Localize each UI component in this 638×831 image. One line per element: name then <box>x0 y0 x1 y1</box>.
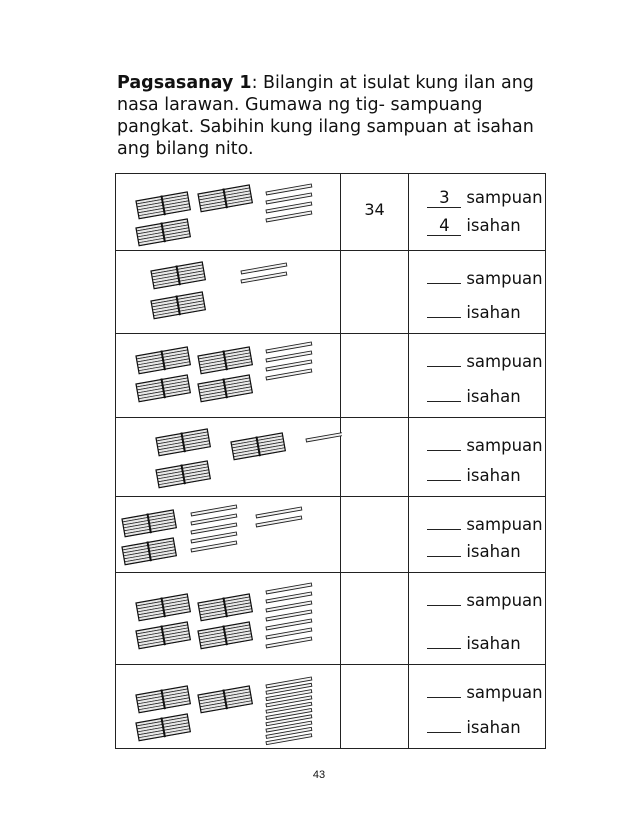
sampuan-line <box>427 511 542 534</box>
ones-answer-blank[interactable] <box>427 383 461 402</box>
stick-bundle <box>231 432 286 461</box>
isahan-label: isahan <box>466 542 521 561</box>
ones-answer-blank[interactable] <box>427 714 461 733</box>
sticks-illustration <box>116 573 342 664</box>
isahan-line <box>427 714 520 737</box>
exercise-title: Pagsasanay 1 <box>117 73 252 93</box>
answer-cell <box>409 174 546 251</box>
stick-bundle <box>136 685 191 714</box>
worksheet-row <box>116 251 546 334</box>
sampuan-line <box>427 188 542 208</box>
page-number: 43 <box>312 769 326 781</box>
answer-cell <box>409 334 546 418</box>
picture-cell <box>116 497 341 573</box>
stick-bundle <box>198 685 253 714</box>
picture-cell <box>116 418 341 497</box>
stick-bundle <box>122 509 177 538</box>
isahan-line <box>427 538 520 561</box>
number-cell[interactable] <box>340 573 409 665</box>
isahan-label: isahan <box>466 718 521 737</box>
single-stick <box>191 541 237 552</box>
single-stick <box>266 369 312 380</box>
single-stick <box>266 583 312 594</box>
sampuan-line <box>427 432 542 455</box>
single-stick <box>266 637 312 648</box>
sticks-illustration <box>116 174 342 250</box>
worksheet-row <box>116 497 546 573</box>
worksheet-row <box>116 665 546 749</box>
sampuan-label: sampuan <box>466 269 543 288</box>
single-stick <box>266 184 312 195</box>
single-stick <box>266 610 312 621</box>
sticks-illustration <box>116 334 342 417</box>
single-stick <box>266 211 312 222</box>
answer-cell <box>409 573 546 665</box>
sampuan-line <box>427 679 542 702</box>
number-cell[interactable] <box>340 334 409 418</box>
stick-bundle <box>156 428 211 457</box>
stick-bundle <box>136 218 191 247</box>
worksheet-row <box>116 334 546 418</box>
sampuan-line <box>427 587 542 610</box>
number-cell[interactable] <box>340 174 409 251</box>
single-stick <box>266 342 312 353</box>
isahan-line <box>427 462 520 485</box>
worksheet-row <box>116 418 546 497</box>
instructions-text: : Bilangin at isulat kung ilan ang nasa larawan. Gumawa ng tig- sampuang pangkat. Sabihin kung ilang sampuan at isahan ang bilang nito. <box>117 73 534 159</box>
number-cell[interactable] <box>340 665 409 749</box>
worksheet-row <box>116 174 546 251</box>
isahan-line <box>427 299 520 322</box>
isahan-label: isahan <box>466 216 521 235</box>
single-stick <box>266 619 312 630</box>
sticks-illustration <box>116 251 342 333</box>
tens-answer-blank[interactable] <box>427 348 461 367</box>
sampuan-label: sampuan <box>466 683 543 702</box>
picture-cell <box>116 573 341 665</box>
single-stick <box>266 628 312 639</box>
answer-cell <box>409 497 546 573</box>
single-stick <box>241 272 287 283</box>
single-stick <box>191 523 237 534</box>
picture-cell <box>116 665 341 749</box>
stick-bundle <box>136 621 191 650</box>
isahan-line <box>427 630 520 653</box>
stick-bundle <box>136 346 191 375</box>
isahan-line <box>427 383 520 406</box>
answer-cell <box>409 251 546 334</box>
isahan-line <box>427 216 520 236</box>
stick-bundle <box>198 621 253 650</box>
single-stick <box>266 351 312 362</box>
picture-cell <box>116 251 341 334</box>
sampuan-label: sampuan <box>466 591 543 610</box>
answer-cell <box>409 418 546 497</box>
sampuan-label: sampuan <box>466 515 543 534</box>
isahan-label: isahan <box>466 466 521 485</box>
tens-answer-blank[interactable] <box>427 432 461 451</box>
ones-answer-blank[interactable] <box>427 462 461 481</box>
number-value: 34 <box>364 200 385 219</box>
ones-answer-blank[interactable] <box>427 630 461 649</box>
tens-answer-blank[interactable] <box>427 511 461 530</box>
single-stick <box>191 514 237 525</box>
stick-bundle <box>136 374 191 403</box>
ones-answer-blank[interactable] <box>427 538 461 557</box>
isahan-label: isahan <box>466 303 521 322</box>
sampuan-label: sampuan <box>466 436 543 455</box>
sticks-illustration <box>116 418 342 496</box>
number-cell[interactable] <box>340 497 409 573</box>
stick-bundle <box>136 191 191 220</box>
picture-cell <box>116 174 341 251</box>
worksheet-table <box>115 173 546 749</box>
isahan-label: isahan <box>466 634 521 653</box>
sampuan-label: sampuan <box>466 352 543 371</box>
single-stick <box>191 505 237 516</box>
worksheet-row <box>116 573 546 665</box>
single-stick <box>191 532 237 543</box>
stick-bundle <box>198 374 253 403</box>
stick-bundle <box>198 184 253 213</box>
single-stick <box>266 601 312 612</box>
stick-bundle <box>136 593 191 622</box>
stick-bundle <box>136 713 191 742</box>
instructions <box>117 72 557 160</box>
sampuan-label: sampuan <box>466 188 543 207</box>
isahan-label: isahan <box>466 387 521 406</box>
single-stick <box>266 592 312 603</box>
number-cell[interactable] <box>340 251 409 334</box>
stick-bundle <box>151 261 206 290</box>
tens-answer-blank[interactable]: 3 <box>427 189 461 208</box>
stick-bundle <box>198 346 253 375</box>
sticks-illustration <box>116 665 342 748</box>
stick-bundle <box>122 537 177 566</box>
ones-answer-blank[interactable]: 4 <box>427 217 461 236</box>
stick-bundle <box>198 593 253 622</box>
picture-cell <box>116 334 341 418</box>
sampuan-line <box>427 265 542 288</box>
single-stick <box>266 202 312 213</box>
stick-bundle <box>151 291 206 320</box>
single-stick <box>241 263 287 274</box>
tens-answer-blank[interactable] <box>427 679 461 698</box>
number-cell[interactable] <box>340 418 409 497</box>
single-stick <box>306 431 342 442</box>
tens-answer-blank[interactable] <box>427 265 461 284</box>
single-stick <box>266 360 312 371</box>
single-stick <box>256 507 302 518</box>
sticks-illustration <box>116 497 342 572</box>
sampuan-line <box>427 348 542 371</box>
single-stick <box>266 193 312 204</box>
stick-bundle <box>156 460 211 489</box>
ones-answer-blank[interactable] <box>427 299 461 318</box>
single-stick <box>256 516 302 527</box>
tens-answer-blank[interactable] <box>427 587 461 606</box>
answer-cell <box>409 665 546 749</box>
